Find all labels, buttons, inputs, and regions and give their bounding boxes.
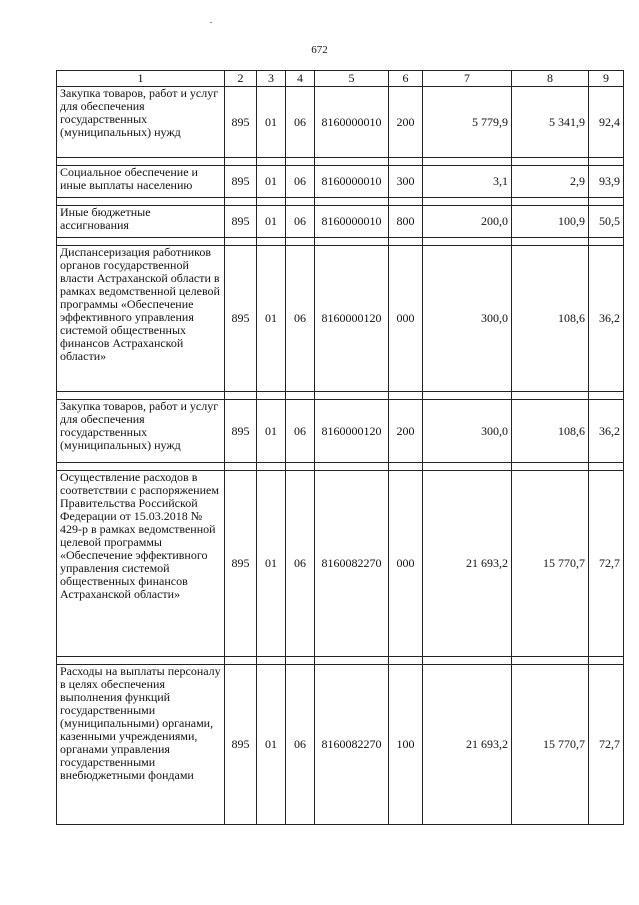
- table-row: [57, 400, 624, 463]
- section-code: 01: [257, 246, 286, 392]
- expense-type-code: 000: [389, 471, 423, 657]
- ministry-code: 895: [225, 206, 257, 238]
- section-code: 01: [257, 87, 286, 158]
- column-header: 3: [257, 71, 286, 87]
- subsection-code: 06: [286, 206, 315, 238]
- expense-type-code: 200: [389, 400, 423, 463]
- target-article-code: 8160000120: [315, 400, 389, 463]
- target-article-code: 8160082270: [315, 471, 389, 657]
- plan-value: 3,1: [423, 166, 512, 198]
- ministry-code: 895: [225, 400, 257, 463]
- percent-value: 93,9: [589, 166, 624, 198]
- subsection-code: 06: [286, 665, 315, 825]
- column-header: 8: [512, 71, 589, 87]
- column-header: 9: [589, 71, 624, 87]
- actual-value: 108,6: [512, 400, 589, 463]
- ministry-code: 895: [225, 87, 257, 158]
- table-row: [57, 206, 624, 238]
- column-header: 5: [315, 71, 389, 87]
- row-name: Закупка товаров, работ и услуг для обеспечения государственных (муниципальных) нужд: [57, 400, 225, 463]
- column-header: 7: [423, 71, 512, 87]
- actual-value: 5 341,9: [512, 87, 589, 158]
- expense-type-code: 200: [389, 87, 423, 158]
- page-number: 672: [311, 44, 328, 56]
- percent-value: 72,7: [589, 665, 624, 825]
- column-header: 2: [225, 71, 257, 87]
- expense-type-code: 800: [389, 206, 423, 238]
- target-article-code: 8160000010: [315, 166, 389, 198]
- percent-value: 36,2: [589, 246, 624, 392]
- percent-value: 92,4: [589, 87, 624, 158]
- column-header: 1: [57, 71, 225, 87]
- expense-type-code: 000: [389, 246, 423, 392]
- ministry-code: 895: [225, 665, 257, 825]
- plan-value: 300,0: [423, 400, 512, 463]
- plan-value: 300,0: [423, 246, 512, 392]
- plan-value: 200,0: [423, 206, 512, 238]
- actual-value: 108,6: [512, 246, 589, 392]
- subsection-code: 06: [286, 166, 315, 198]
- row-name: Диспансеризация работников органов государственной власти Астраханской области в рамках ведомственной целевой программы «Обеспечение эффективного управления системой общественных финансов Астраханской области»: [57, 246, 225, 392]
- actual-value: 15 770,7: [512, 471, 589, 657]
- section-code: 01: [257, 206, 286, 238]
- table-row: [57, 166, 624, 198]
- section-code: 01: [257, 400, 286, 463]
- actual-value: 15 770,7: [512, 665, 589, 825]
- subsection-code: 06: [286, 400, 315, 463]
- table-row: [57, 665, 624, 825]
- table-row: [57, 87, 624, 158]
- plan-value: 21 693,2: [423, 665, 512, 825]
- budget-table: [56, 70, 624, 825]
- plan-value: 5 779,9: [423, 87, 512, 158]
- percent-value: 36,2: [589, 400, 624, 463]
- subsection-code: 06: [286, 87, 315, 158]
- section-code: 01: [257, 471, 286, 657]
- section-code: 01: [257, 665, 286, 825]
- subsection-code: 06: [286, 471, 315, 657]
- expense-type-code: 300: [389, 166, 423, 198]
- table-row: [57, 471, 624, 657]
- row-name: Закупка товаров, работ и услуг для обеспечения государственных (муниципальных) нужд: [57, 87, 225, 158]
- column-header: 6: [389, 71, 423, 87]
- row-name: Социальное обеспечение и иные выплаты населению: [57, 166, 225, 198]
- header-row: [57, 71, 624, 87]
- actual-value: 2,9: [512, 166, 589, 198]
- row-name: Осуществление расходов в соответствии с распоряжением Правительства Российской Федерации от 15.03.2018 № 429-р в рамках ведомственной целевой программы «Обеспечение эффективного управления системой общественных финансов Астраханской области»: [57, 471, 225, 657]
- target-article-code: 8160000120: [315, 246, 389, 392]
- subsection-code: 06: [286, 246, 315, 392]
- target-article-code: 8160000010: [315, 206, 389, 238]
- target-article-code: 8160000010: [315, 87, 389, 158]
- scan-speck: [210, 22, 212, 23]
- expense-type-code: 100: [389, 665, 423, 825]
- ministry-code: 895: [225, 166, 257, 198]
- section-code: 01: [257, 166, 286, 198]
- ministry-code: 895: [225, 246, 257, 392]
- table-row: [57, 246, 624, 392]
- ministry-code: 895: [225, 471, 257, 657]
- column-header: 4: [286, 71, 315, 87]
- row-name: Расходы на выплаты персоналу в целях обеспечения выполнения функций государственными (муниципальными) органами, казенными учреждениями, органами управления государственными внебюджетными фондами: [57, 665, 225, 825]
- row-name: Иные бюджетные ассигнования: [57, 206, 225, 238]
- target-article-code: 8160082270: [315, 665, 389, 825]
- actual-value: 100,9: [512, 206, 589, 238]
- percent-value: 50,5: [589, 206, 624, 238]
- percent-value: 72,7: [589, 471, 624, 657]
- plan-value: 21 693,2: [423, 471, 512, 657]
